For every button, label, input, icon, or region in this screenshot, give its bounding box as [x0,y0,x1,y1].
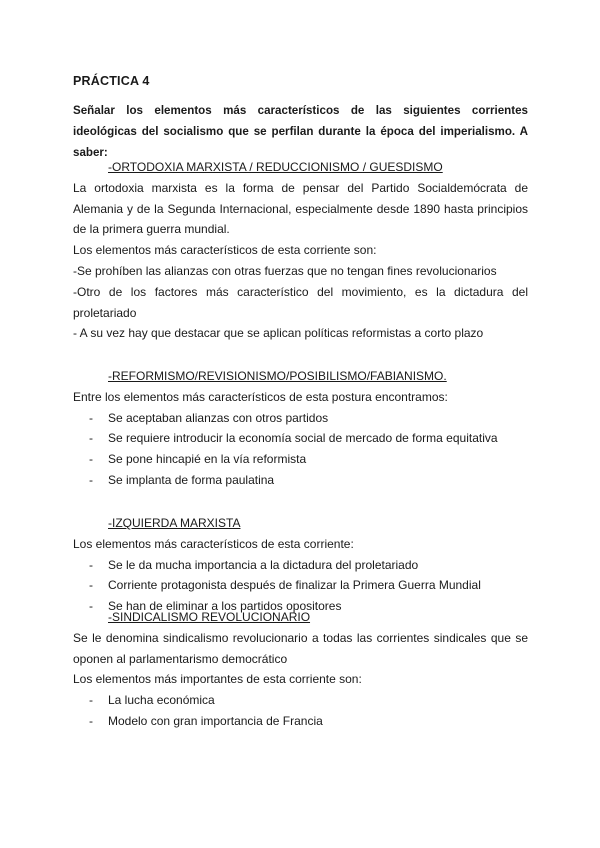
bullet-list [73,408,528,491]
section-paragraph: Se le denomina sindicalismo revolucionario a todas las corrientes sindicales que se oponen al parlamentarismo democrático [73,630,528,666]
section-heading: -ORTODOXIA MARXISTA / REDUCCIONISMO / GUESDISMO [108,160,443,174]
section-intro: Los elementos más característicos de esta corriente: [73,536,354,551]
list-item: - La lucha económica [73,690,528,711]
list-item: - Corriente protagonista después de finalizar la Primera Guerra Mundial [73,575,528,596]
list-item: - Se le da mucha importancia a la dictadura del proletariado [73,555,528,576]
section-izquierda-marxista [73,513,528,617]
list-item: - Se implanta de forma paulatina [73,470,528,491]
section-reformismo [73,366,528,491]
list-item: - Modelo con gran importancia de Francia [73,711,528,732]
section-paragraph: - A su vez hay que destacar que se aplican políticas reformistas a corto plazo [73,326,484,341]
list-item: - Se han de eliminar a los partidos opositores [73,596,528,617]
section-paragraph: -Otro de los factores más característico del movimiento, es la dictadura del proletariado [73,284,528,320]
section-paragraph: Los elementos más importantes de esta corriente son: [73,672,362,687]
section-heading: -IZQUIERDA MARXISTA [108,516,241,530]
bullet-list [73,690,528,732]
section-intro: Entre los elementos más característicos de esta postura encontramos: [73,389,448,404]
section-sindicalismo-revolucionario [73,607,528,732]
section-heading: -REFORMISMO/REVISIONISMO/POSIBILISMO/FABIANISMO. [108,369,447,383]
section-paragraph: La ortodoxia marxista es la forma de pensar del Partido Socialdemócrata de Alemania y de la Segunda Internacional, especialmente desde 1890 hasta principios de la primera guerra mundial. [73,180,528,237]
list-item: - Se aceptaban alianzas con otros partidos [73,408,528,429]
page-title: PRÁCTICA 4 [73,74,150,88]
section-ortodoxia-marxista [73,157,528,344]
instructions-text: Señalar los elementos más característicos de las siguientes corrientes ideológicas del socialismo que se perfilan durante la época del imperialismo. A saber: [73,104,528,159]
section-paragraph: Los elementos más característicos de esta corriente son: [73,243,377,258]
section-heading: -SINDICALISMO REVOLUCIONARIO [108,610,311,624]
list-item: - Se pone hincapié en la vía reformista [73,449,528,470]
section-paragraph: -Se prohíben las alianzas con otras fuerzas que no tengan fines revolucionarios [73,263,497,278]
list-item: - Se requiere introducir la economía social de mercado de forma equitativa [73,428,528,449]
